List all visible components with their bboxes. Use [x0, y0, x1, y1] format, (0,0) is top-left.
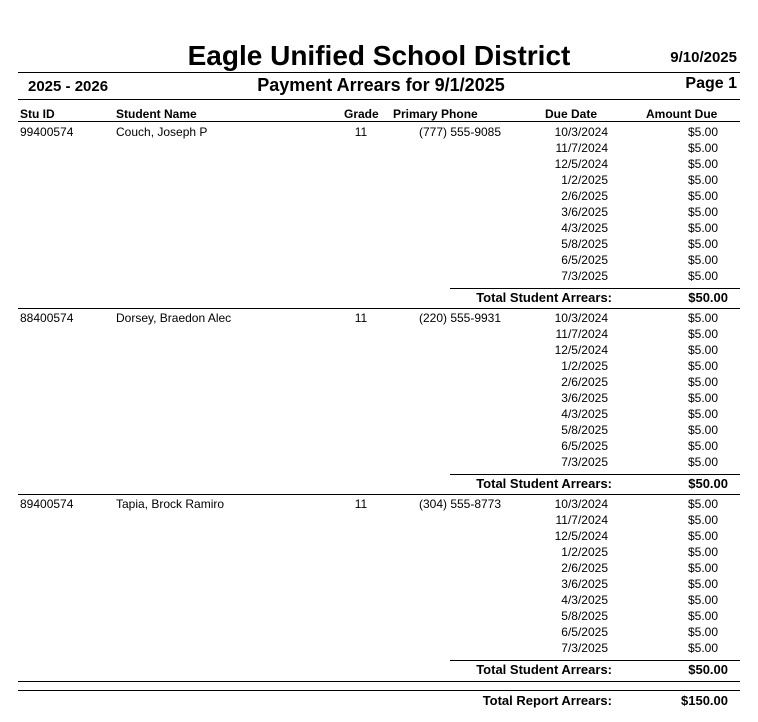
- amount-due-cell: $5.00: [687, 439, 718, 453]
- student-phone: (304) 555-8773: [418, 497, 502, 511]
- student-block-divider: [18, 494, 740, 495]
- col-header-student-name: Student Name: [116, 107, 197, 121]
- page-number: Page 1: [685, 75, 737, 92]
- student-name: Tapia, Brock Ramiro: [116, 497, 225, 511]
- student-total-value: $50.00: [688, 662, 728, 677]
- report-total-rule-top: [18, 681, 740, 682]
- amount-due-cell: $5.00: [687, 253, 718, 267]
- due-date-cell: 2/6/2025: [561, 375, 608, 389]
- column-header-divider: [18, 121, 740, 122]
- student-grade: 11: [354, 311, 368, 325]
- amount-due-cell: $5.00: [687, 141, 718, 155]
- amount-due-cell: $5.00: [687, 359, 718, 373]
- student-id: 88400574: [20, 311, 74, 325]
- due-date-cell: 5/8/2025: [561, 237, 608, 251]
- due-date-cell: 3/6/2025: [561, 205, 608, 219]
- due-date-cell: 4/3/2025: [561, 593, 608, 607]
- amount-due-cell: $5.00: [687, 157, 718, 171]
- student-total-rule-top: [450, 288, 740, 289]
- amount-due-cell: $5.00: [687, 269, 718, 283]
- school-year: 2025 - 2026: [28, 78, 109, 95]
- due-date-cell: 6/5/2025: [561, 439, 608, 453]
- col-header-grade: Grade: [344, 107, 379, 121]
- student-block-divider: [18, 308, 740, 309]
- amount-due-cell: $5.00: [687, 497, 718, 511]
- student-total-label: Total Student Arrears:: [476, 662, 612, 677]
- col-header-primary-phone: Primary Phone: [393, 107, 478, 121]
- district-title: Eagle Unified School District: [187, 40, 571, 71]
- student-name: Couch, Joseph P: [116, 125, 208, 139]
- col-header-stu-id: Stu ID: [20, 107, 55, 121]
- header-divider: [18, 72, 740, 73]
- student-total-rule-top: [450, 474, 740, 475]
- due-date-cell: 1/2/2025: [561, 173, 608, 187]
- due-date-cell: 3/6/2025: [561, 391, 608, 405]
- due-date-cell: 5/8/2025: [561, 423, 608, 437]
- due-date-list: [520, 124, 608, 284]
- due-date-cell: 6/5/2025: [561, 625, 608, 639]
- amount-due-cell: $5.00: [687, 455, 718, 469]
- amount-list: [640, 310, 718, 470]
- due-date-cell: 10/3/2024: [554, 311, 608, 325]
- report-total-label: Total Report Arrears:: [482, 693, 612, 708]
- due-date-cell: 11/7/2024: [555, 141, 608, 155]
- amount-due-cell: $5.00: [687, 311, 718, 325]
- report-total-value: $150.00: [681, 693, 728, 708]
- amount-due-cell: $5.00: [687, 343, 718, 357]
- amount-due-cell: $5.00: [687, 407, 718, 421]
- student-phone: (777) 555-9085: [418, 125, 502, 139]
- student-id: 89400574: [20, 497, 74, 511]
- amount-due-cell: $5.00: [687, 625, 718, 639]
- due-date-cell: 10/3/2024: [554, 125, 608, 139]
- amount-due-cell: $5.00: [687, 375, 718, 389]
- due-date-cell: 3/6/2025: [561, 577, 608, 591]
- student-id: 99400574: [20, 125, 74, 139]
- due-date-cell: 7/3/2025: [561, 641, 608, 655]
- due-date-cell: 2/6/2025: [561, 189, 608, 203]
- amount-due-cell: $5.00: [687, 205, 718, 219]
- due-date-cell: 4/3/2025: [561, 407, 608, 421]
- amount-list: [640, 496, 718, 656]
- col-header-due-date: Due Date: [545, 107, 598, 121]
- student-phone: (220) 555-9931: [418, 311, 502, 325]
- amount-list: [640, 124, 718, 284]
- amount-due-cell: $5.00: [687, 173, 718, 187]
- due-date-cell: 7/3/2025: [561, 269, 608, 283]
- amount-due-cell: $5.00: [687, 221, 718, 235]
- student-total-value: $50.00: [688, 290, 728, 305]
- report-title: Payment Arrears for 9/1/2025: [257, 75, 505, 95]
- amount-due-cell: $5.00: [687, 593, 718, 607]
- due-date-cell: 5/8/2025: [561, 609, 608, 623]
- amount-due-cell: $5.00: [687, 125, 718, 139]
- due-date-cell: 12/5/2024: [554, 157, 608, 171]
- amount-due-cell: $5.00: [687, 561, 718, 575]
- student-total-rule-top: [450, 660, 740, 661]
- due-date-cell: 2/6/2025: [561, 561, 608, 575]
- due-date-cell: 1/2/2025: [561, 359, 608, 373]
- amount-due-cell: $5.00: [687, 327, 718, 341]
- student-total-value: $50.00: [688, 476, 728, 491]
- report-total-rule-bottom: [18, 690, 740, 691]
- due-date-cell: 11/7/2024: [555, 513, 608, 527]
- amount-due-cell: $5.00: [687, 391, 718, 405]
- subheader-divider: [18, 99, 740, 100]
- amount-due-cell: $5.00: [687, 641, 718, 655]
- due-date-list: [520, 310, 608, 470]
- amount-due-cell: $5.00: [687, 513, 718, 527]
- student-grade: 11: [354, 497, 368, 511]
- due-date-list: [520, 496, 608, 656]
- due-date-cell: 12/5/2024: [554, 343, 608, 357]
- amount-due-cell: $5.00: [687, 423, 718, 437]
- amount-due-cell: $5.00: [687, 189, 718, 203]
- col-header-amount-due: Amount Due: [646, 107, 718, 121]
- amount-due-cell: $5.00: [687, 577, 718, 591]
- due-date-cell: 7/3/2025: [561, 455, 608, 469]
- run-date: 9/10/2025: [670, 49, 737, 66]
- due-date-cell: 1/2/2025: [561, 545, 608, 559]
- amount-due-cell: $5.00: [687, 609, 718, 623]
- student-name: Dorsey, Braedon Alec: [116, 311, 232, 325]
- due-date-cell: 6/5/2025: [561, 253, 608, 267]
- student-grade: 11: [354, 125, 368, 139]
- amount-due-cell: $5.00: [687, 529, 718, 543]
- due-date-cell: 11/7/2024: [555, 327, 608, 341]
- due-date-cell: 12/5/2024: [554, 529, 608, 543]
- due-date-cell: 4/3/2025: [561, 221, 608, 235]
- amount-due-cell: $5.00: [687, 237, 718, 251]
- due-date-cell: 10/3/2024: [554, 497, 608, 511]
- student-total-label: Total Student Arrears:: [476, 476, 612, 491]
- amount-due-cell: $5.00: [687, 545, 718, 559]
- student-total-label: Total Student Arrears:: [476, 290, 612, 305]
